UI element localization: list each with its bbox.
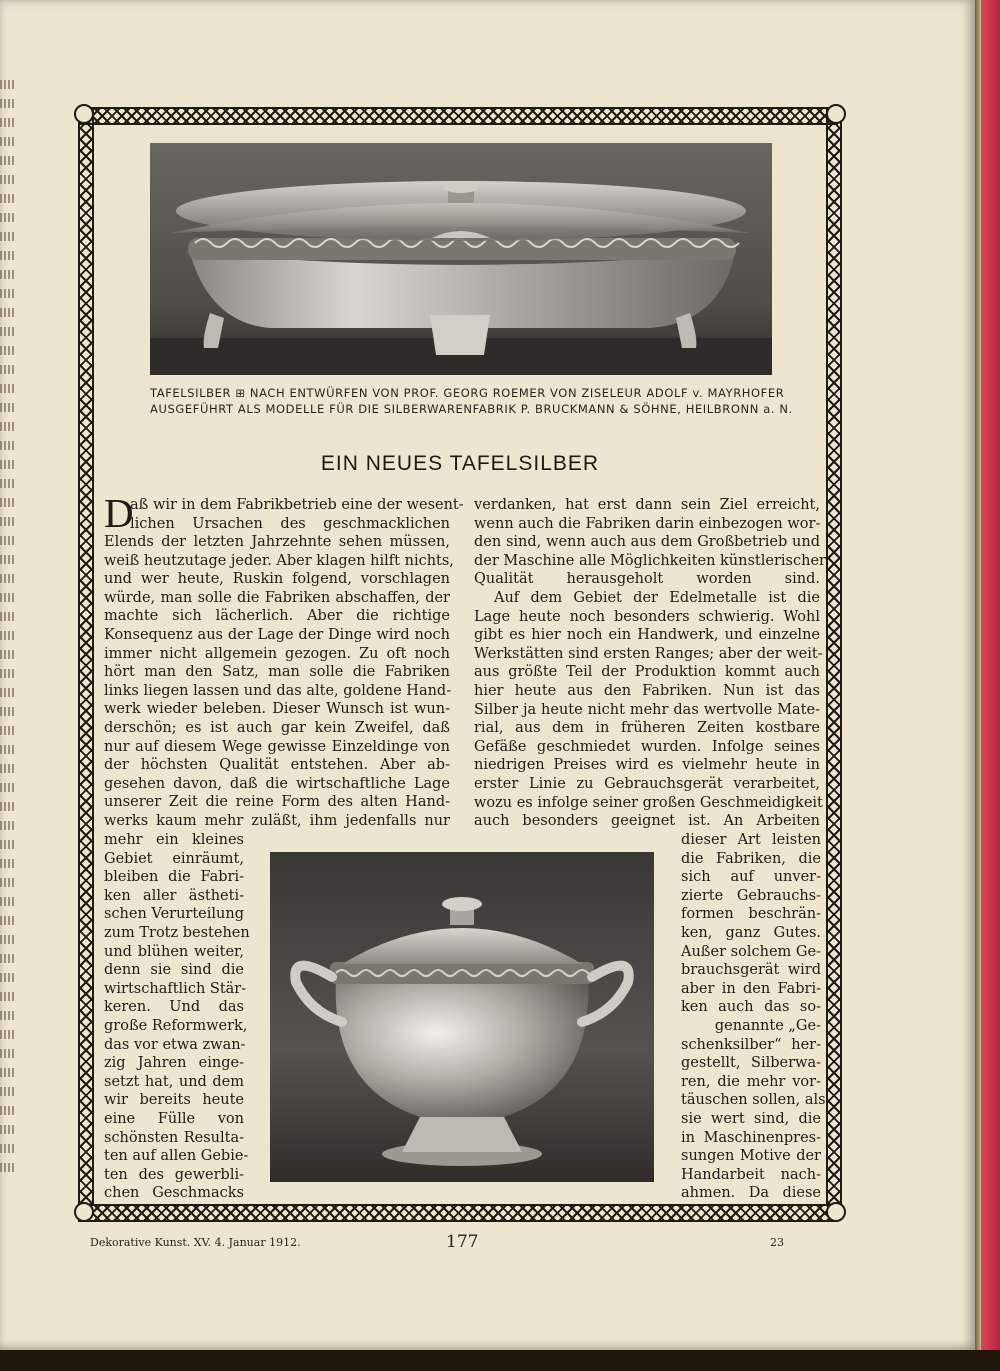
text-line: Außer solchem Ge- (681, 943, 821, 960)
text-line: denn sie sind die (104, 962, 244, 979)
sliver-text-fragment (0, 403, 14, 412)
text-line: ken, ganz Gutes. (681, 924, 821, 941)
photo-silver-oval-dish (150, 143, 772, 375)
text-line: schönsten Resulta- (104, 1129, 244, 1146)
sliver-text-fragment (0, 1049, 14, 1058)
sliver-text-fragment (0, 859, 14, 868)
text-line: der höchsten Qualität entstehen. Aber ab- (104, 757, 450, 774)
sliver-text-fragment (0, 726, 14, 735)
text-line: sich auf unver- (681, 869, 821, 886)
sliver-text-fragment (0, 327, 14, 336)
text-line: und blühen weiter, (104, 943, 244, 960)
sliver-text-fragment (0, 175, 14, 184)
sliver-text-fragment (0, 612, 14, 621)
text-line: gesehen davon, daß die wirtschaftliche Lage (104, 775, 450, 792)
sliver-text-fragment (0, 707, 14, 716)
ornament-border-top (78, 107, 838, 125)
sliver-text-fragment (0, 118, 14, 127)
text-line: sie wert sind, die (681, 1110, 821, 1127)
sliver-text-fragment (0, 536, 14, 545)
sliver-text-fragment (0, 1030, 14, 1039)
ornament-border-bottom (78, 1204, 838, 1222)
text-line: rial, aus dem in früheren Zeiten kostbare (474, 720, 820, 737)
ornament-border-right (826, 108, 842, 1204)
text-line: chen Geschmacks (104, 1185, 244, 1202)
sliver-text-fragment (0, 992, 14, 1001)
sliver-text-fragment (0, 878, 14, 887)
sliver-text-fragment (0, 840, 14, 849)
sliver-text-fragment (0, 517, 14, 526)
sliver-text-fragment (0, 1125, 14, 1134)
text-line: Konsequenz aus der Lage der Dinge wird noch (104, 626, 450, 643)
text-line: der Maschine alle Möglichkeiten künstlerischer (474, 552, 826, 569)
text-line: aß wir in dem Fabrikbetrieb eine der wesent- (130, 497, 464, 513)
sliver-text-fragment (0, 821, 14, 830)
sliver-text-fragment (0, 935, 14, 944)
ornament-corner (74, 104, 94, 124)
text-line: dieser Art leisten (681, 832, 821, 848)
sliver-text-fragment (0, 213, 14, 222)
text-line: den sind, wenn auch aus dem Großbetrieb und (474, 534, 820, 551)
text-line: verdanken, hat erst dann sein Ziel erreicht, (474, 497, 820, 513)
text-line: schenksilber“ her- (681, 1036, 821, 1053)
sliver-text-fragment (0, 1011, 14, 1020)
sliver-text-fragment (0, 631, 14, 640)
sliver-text-fragment (0, 954, 14, 963)
sliver-text-fragment (0, 80, 14, 89)
sliver-text-fragment (0, 669, 14, 678)
text-line: immer nicht allgemein gezogen. Zu oft noch (104, 645, 450, 662)
sliver-text-fragment (0, 289, 14, 298)
text-line: weiß heutzutage jeder. Aber klagen hilft nichts, (104, 552, 454, 569)
text-line: links liegen lassen und das alte, goldene Hand- (104, 682, 452, 699)
text-line: auch besonders geeignet ist. An Arbeiten (474, 813, 820, 830)
text-line: formen beschrän- (681, 906, 821, 923)
text-line: machte sich lächerlich. Aber die richtige (104, 608, 450, 625)
text-line: das vor etwa zwan- (104, 1036, 246, 1053)
text-line: zig Jahren einge- (104, 1055, 244, 1072)
text-line: wir bereits heute (104, 1092, 244, 1109)
text-line: aber in den Fabri- (681, 980, 821, 997)
text-line: bleiben die Fabri- (104, 869, 244, 886)
text-line: Auf dem Gebiet der Edelmetalle ist die (494, 589, 820, 606)
sliver-text-fragment (0, 745, 14, 754)
photo-silver-tureen (270, 852, 654, 1182)
text-line: brauchsgerät wird (681, 962, 821, 979)
scan-background (0, 1350, 1000, 1371)
sliver-text-fragment (0, 384, 14, 393)
drop-cap: D (104, 490, 134, 536)
text-line: aus größte Teil der Produktion kommt auch (474, 664, 820, 681)
sliver-text-fragment (0, 688, 14, 697)
text-line: große Reformwerk, (104, 1017, 248, 1034)
sliver-text-fragment (0, 1163, 14, 1172)
text-line: ten des gewerbli- (104, 1166, 244, 1183)
text-line: setzt hat, und dem (104, 1073, 244, 1090)
sliver-text-fragment (0, 460, 14, 469)
text-line: keren. Und das (104, 999, 244, 1016)
ornament-corner (826, 104, 846, 124)
sliver-text-fragment (0, 137, 14, 146)
text-line: zum Trotz bestehen (104, 924, 250, 941)
sliver-text-fragment (0, 232, 14, 241)
text-line: sungen Motive der (681, 1148, 821, 1165)
text-line: derschön; es ist auch gar kein Zweifel, daß (104, 719, 450, 736)
text-line: gibt es hier noch ein Handwerk, und einzelne (474, 627, 820, 644)
text-line: niedrigen Preises wird es vielmehr heute in (474, 757, 820, 774)
text-line: die Fabriken, die (681, 850, 821, 867)
text-line: Lage heute noch besonders schwierig. Wohl (474, 608, 820, 625)
text-line: eine Fülle von (104, 1110, 244, 1127)
sliver-text-fragment (0, 308, 14, 317)
text-line: schen Verurteilung (104, 906, 244, 923)
sliver-text-fragment (0, 1106, 14, 1115)
sliver-text-fragment (0, 973, 14, 982)
sliver-text-fragment (0, 916, 14, 925)
sliver-text-fragment (0, 1087, 14, 1096)
text-line: ren, die mehr vor- (681, 1073, 821, 1090)
sliver-text-fragment (0, 365, 14, 374)
text-line: erster Linie zu Gebrauchsgerät verarbeitet, (474, 775, 820, 792)
text-line: hier heute aus den Fabriken. Nun ist das (474, 682, 820, 699)
sliver-text-fragment (0, 1068, 14, 1077)
caption-line-2: AUSGEFÜHRT ALS MODELLE FÜR DIE SILBERWARENFABRIK P. BRUCKMANN & SÖHNE, HEILBRONN a. N. (150, 402, 793, 416)
page-edge-red (975, 0, 1000, 1371)
sliver-text-fragment (0, 555, 14, 564)
article-title: EIN NEUES TAFELSILBER (320, 452, 600, 475)
text-line: Handarbeit nach- (681, 1166, 821, 1183)
text-line: werk wieder beleben. Dieser Wunsch ist wun- (104, 701, 450, 718)
sliver-text-fragment (0, 479, 14, 488)
text-line: täuschen sollen, als (681, 1092, 826, 1109)
page-number: 177 (446, 1232, 479, 1252)
sliver-text-fragment (0, 194, 14, 203)
sliver-text-fragment (0, 574, 14, 583)
sliver-text-fragment (0, 897, 14, 906)
column-1-narrow-text (104, 831, 250, 1203)
sliver-text-fragment (0, 422, 14, 431)
sliver-text-fragment (0, 251, 14, 260)
printer-signature: 23 (770, 1236, 784, 1249)
ornament-corner (74, 1202, 94, 1222)
text-line: wirtschaftlich Stär- (104, 980, 247, 997)
text-line: lichen Ursachen des geschmacklichen (130, 515, 450, 532)
sliver-text-fragment (0, 498, 14, 507)
text-line: werks kaum mehr zuläßt, ihm jedenfalls nur (104, 812, 450, 829)
text-line: unserer Zeit die reine Form des alten Hand- (104, 794, 450, 811)
sliver-text-fragment (0, 783, 14, 792)
sliver-text-fragment (0, 764, 14, 773)
text-line: Elends der letzten Jahrzehnte sehen müssen, (104, 534, 450, 550)
sliver-text-fragment (0, 156, 14, 165)
text-line: genannte „Ge- (714, 1017, 821, 1034)
sliver-text-fragment (0, 99, 14, 108)
column-1-text (104, 533, 454, 831)
journal-citation: Dekorative Kunst. XV. 4. Januar 1912. (90, 1236, 301, 1249)
text-line: würde, man solle die Fabriken abschaffen, der (104, 589, 450, 606)
column-2-text (474, 496, 826, 831)
sliver-text-fragment (0, 650, 14, 659)
sliver-text-fragment (0, 593, 14, 602)
text-line: Gebiet einräumt, (104, 850, 244, 867)
text-line: ken auch das so- (681, 999, 821, 1016)
ornament-corner (826, 1202, 846, 1222)
text-line: mehr ein kleines (104, 832, 244, 848)
text-line: wozu es infolge seiner großen Geschmeidigkeit (474, 794, 823, 811)
sliver-text-fragment (0, 346, 14, 355)
text-line: ten auf allen Gebie- (104, 1148, 249, 1165)
sliver-text-fragment (0, 802, 14, 811)
text-line: Qualität herausgeholt worden sind. (474, 571, 820, 588)
text-line: Gefäße geschmiedet wurden. Infolge seines (474, 738, 820, 755)
ornament-border-left (78, 108, 94, 1204)
column-1-intro (130, 496, 464, 533)
text-line: zierte Gebrauchs- (681, 887, 821, 904)
text-line: ken aller ästheti- (104, 887, 244, 904)
caption-line-1: TAFELSILBER ⊞ NACH ENTWÜRFEN VON PROF. GEORG ROEMER VON ZISELEUR ADOLF v. MAYRHOFER (150, 386, 785, 400)
sliver-text-fragment (0, 441, 14, 450)
text-line: in Maschinenpres- (681, 1129, 821, 1146)
column-2-narrow-text (681, 831, 826, 1203)
text-line: Silber ja heute nicht mehr das wertvolle Mate- (474, 701, 820, 718)
text-line: nur auf diesem Wege gewisse Einzeldinge von (104, 738, 450, 755)
sliver-text-fragment (0, 1144, 14, 1153)
text-line: und wer heute, Ruskin folgend, vorschlagen (104, 571, 450, 588)
figure-caption (150, 385, 810, 417)
sliver-text-fragment (0, 270, 14, 279)
text-line: gestellt, Silberwa- (681, 1055, 821, 1072)
text-line: hört man den Satz, man solle die Fabriken (104, 664, 450, 681)
text-line: wenn auch die Fabriken darin einbezogen wor- (474, 515, 821, 532)
text-line: Werkstätten sind ersten Ranges; aber der weit- (474, 645, 823, 662)
text-line: ahmen. Da diese (681, 1185, 821, 1202)
previous-page-sliver (0, 80, 14, 1240)
